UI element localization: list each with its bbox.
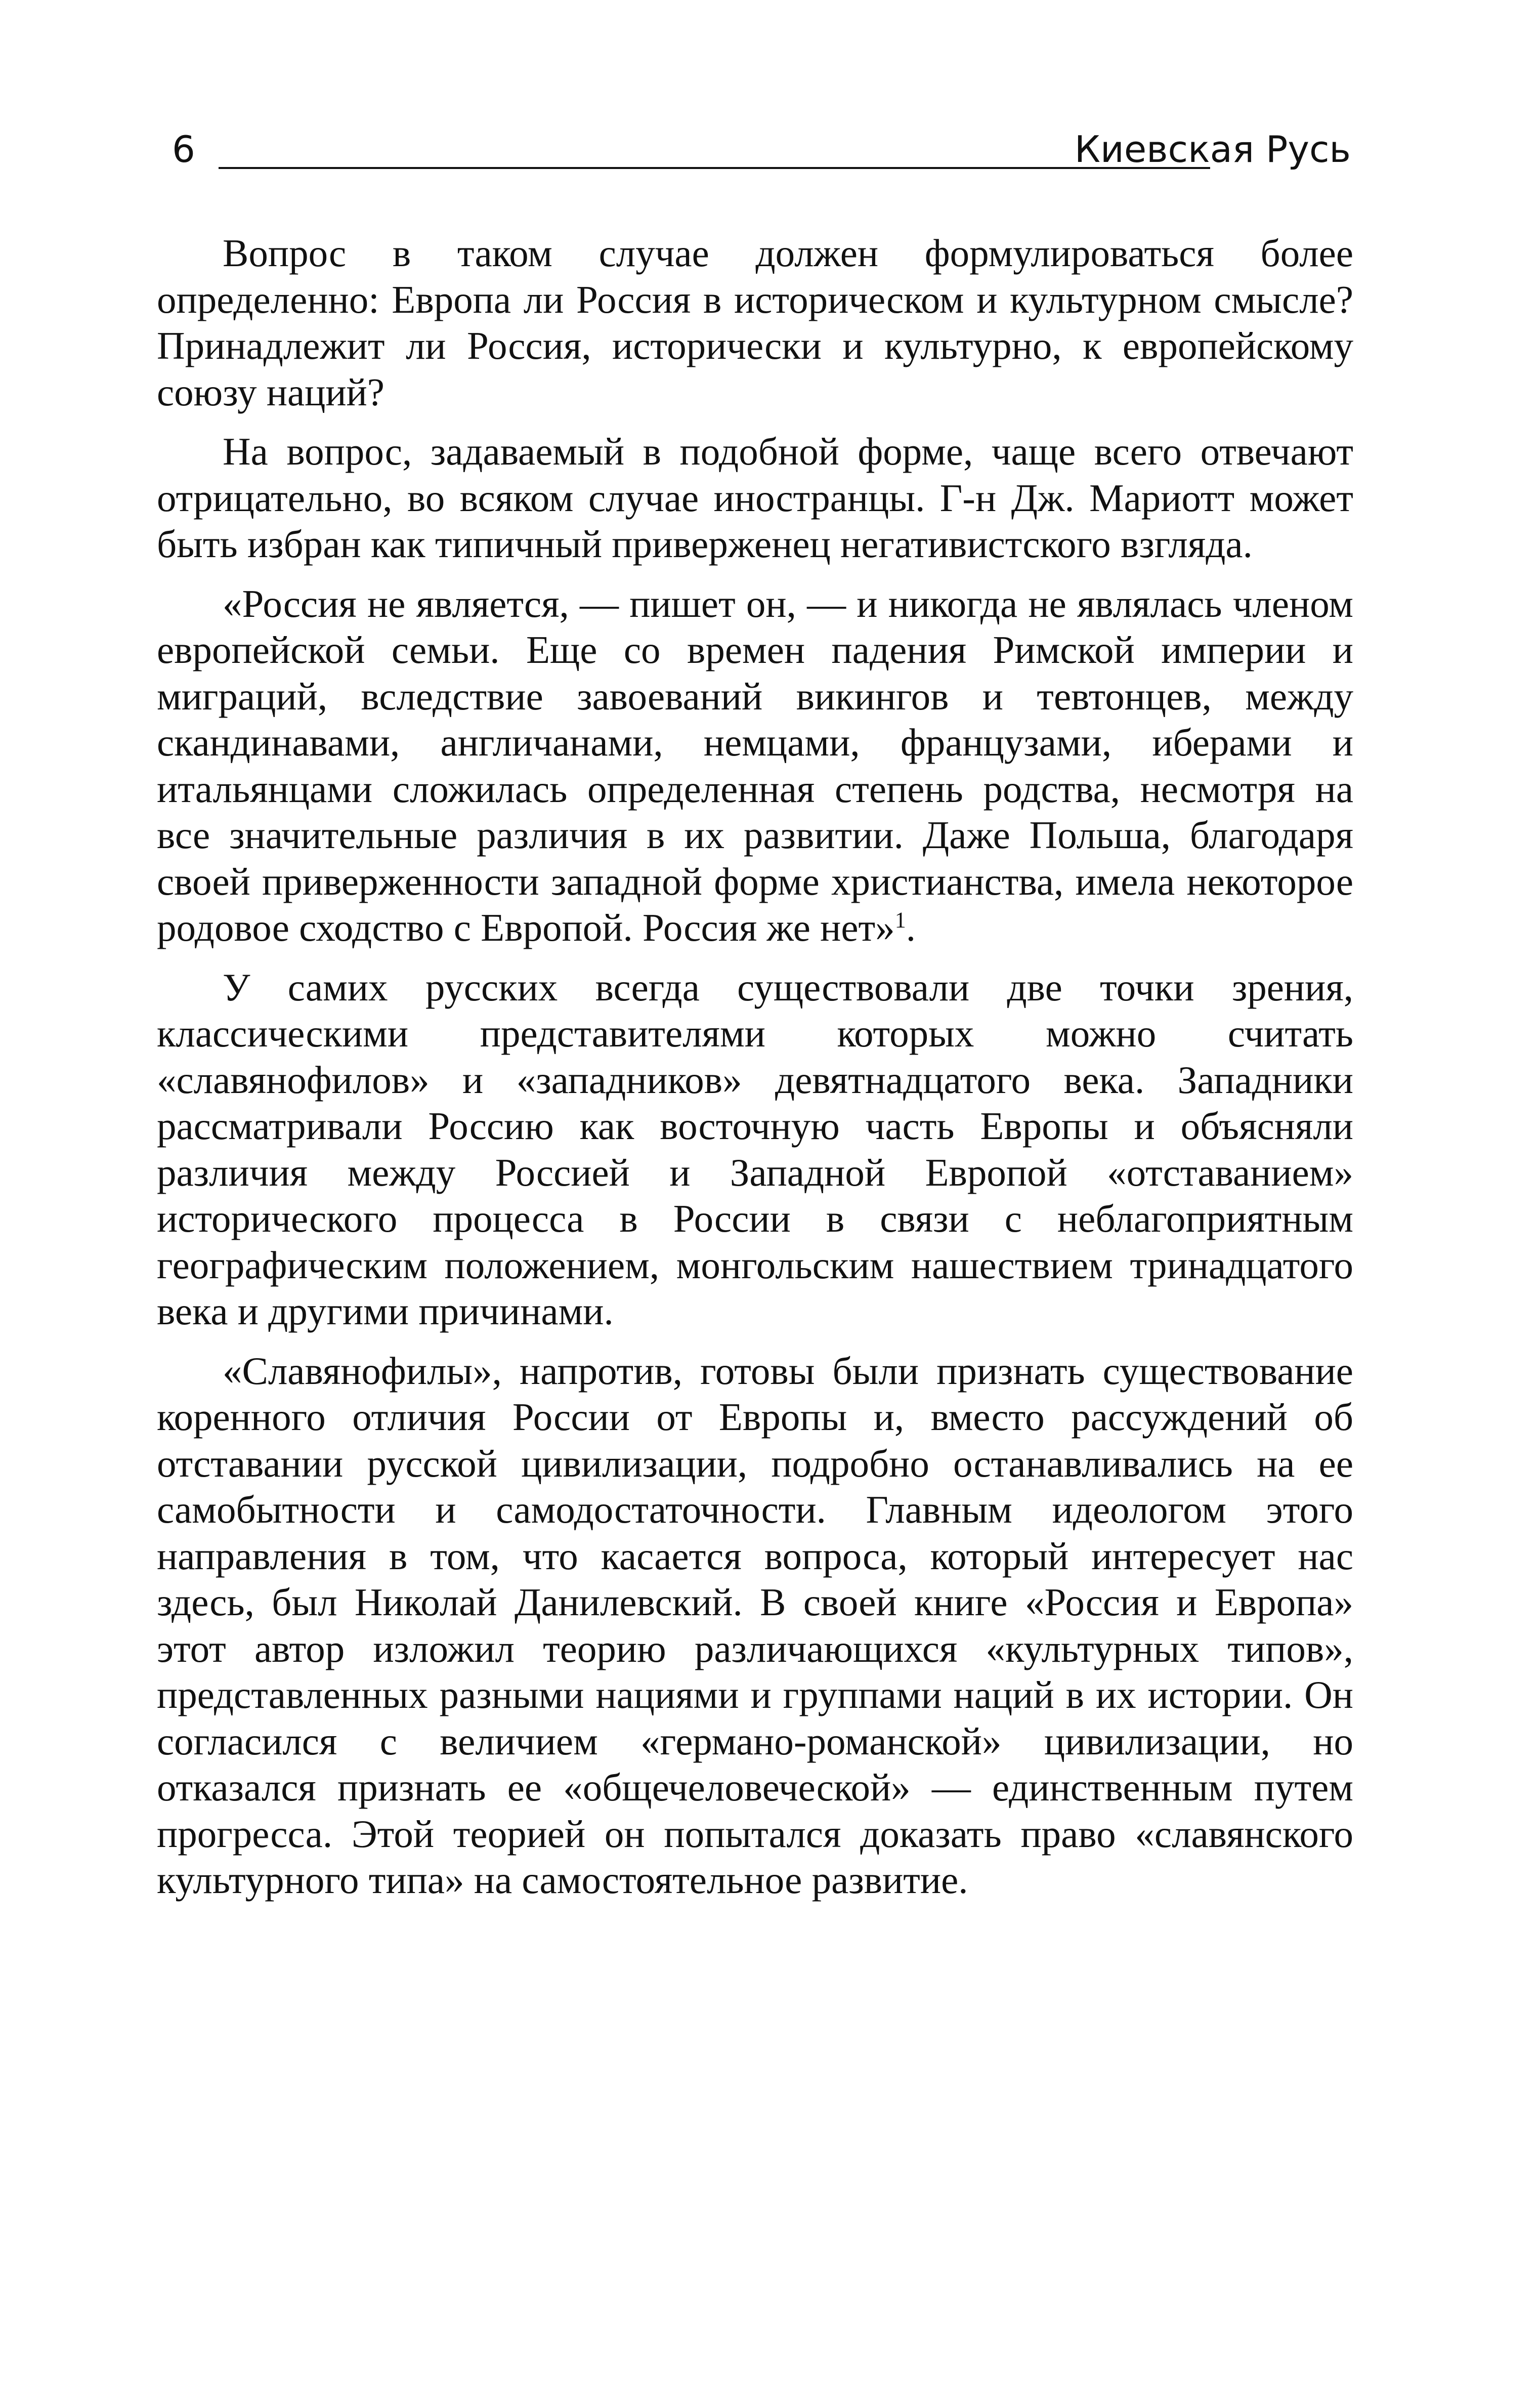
- header-rule: [219, 167, 1210, 169]
- paragraph-3-quote: [157, 581, 1353, 951]
- body-text: [157, 230, 1353, 1917]
- paragraph-5: «Славянофилы», напротив, готовы были признать существование коренного отличия России от Европы и, вместо рассуждений об отставании русской цивилизации, подробно останавливались на ее самобытности и самодостаточности. Главным идеологом этого направления в том, что касается вопроса, который интересует нас здесь, был Николай Данилевский. В своей книге «Россия и Европа» этот автор изложил теорию различающихся «культурных типов», представленных разными нациями и группами наций в их истории. Он согласился с величием «германо-романской» цивилизации, но отказался признать ее «общечеловеческой» — единственным путем прогресса. Этой теорией он попытался доказать право «славянского культурного типа» на самостоятельное развитие.: [157, 1349, 1353, 1902]
- quote-text: «Россия не является, — пишет он, — и никогда не являлась членом европейской семьи. Еще со времен падения Римской империи и миграций, вследствие завоеваний викингов и тевтонцев, между скандинавами, англичанами, немцами, французами, иберами и итальянцами сложилась определенная степень родства, несмотря на все значительные различия в их развитии. Даже Польша, благодаря своей приверженности западной форме христианства, имела некоторое родовое сходство с Европой. Россия же нет»: [157, 581, 1353, 949]
- quote-end-period: .: [906, 906, 916, 949]
- page-number: 6: [172, 128, 195, 171]
- running-head: [172, 127, 1351, 182]
- running-title: Киевская Русь: [1074, 128, 1351, 171]
- paragraph-4: У самих русских всегда существовали две точки зрения, классическими представителями которых можно считать «славянофилов» и «западников» девятнадцатого века. Западники рассматривали Россию как восточную часть Европы и объясняли различия между Россией и Западной Европой «отставанием» исторического процесса в России в связи с неблагоприятным географическим положением, монгольским нашествием тринадцатого века и другими причинами.: [157, 965, 1353, 1333]
- footnote-ref: 1: [894, 907, 906, 933]
- paragraph-2: На вопрос, задаваемый в подобной форме, чаще всего отвечают отрицательно, во всяком случае иностранцы. Г-н Дж. Мариотт может быть избран как типичный приверженец негативистского взгляда.: [157, 430, 1353, 566]
- paragraph-1: Вопрос в таком случае должен формулироваться более определенно: Европа ли Россия в историческом и культурном смысле? Принадлежит ли Россия, исторически и культурно, к европейскому союзу наций?: [157, 231, 1353, 414]
